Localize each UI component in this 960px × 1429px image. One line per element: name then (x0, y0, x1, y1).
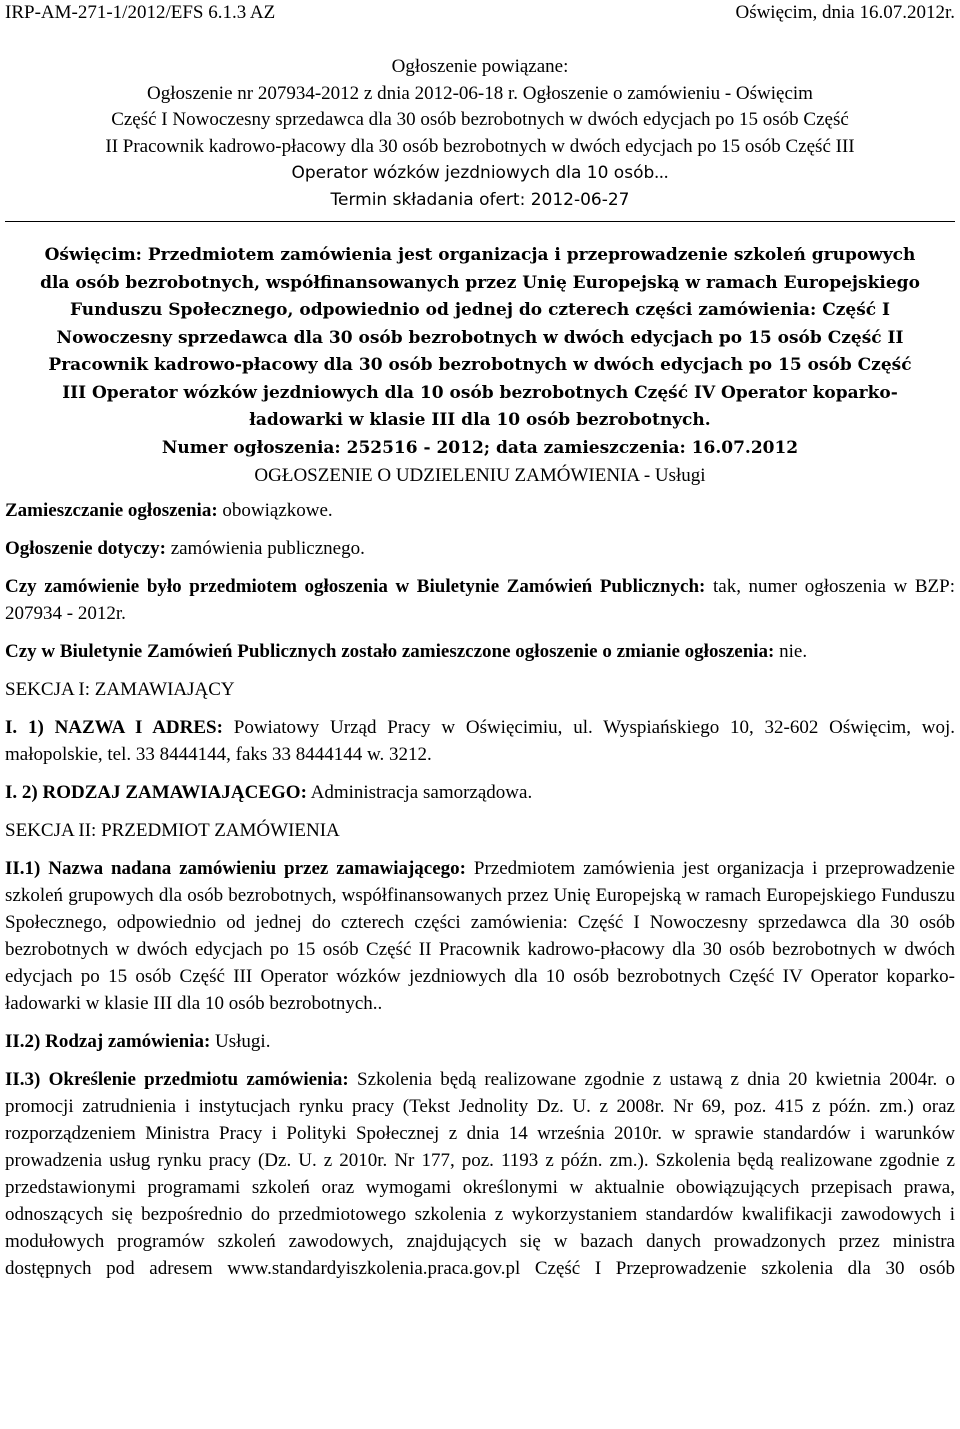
concerns-field (5, 535, 955, 562)
related-label: Ogłoszenie powiązane: (391, 56, 569, 77)
contract-kind-value: Usługi. (215, 1031, 271, 1052)
name-address-field (5, 714, 955, 768)
related-line-4 (5, 160, 955, 187)
notice-type-title: OGŁOSZENIE O UDZIELENIU ZAMÓWIENIA - Usługi (254, 465, 706, 486)
contract-name-field (5, 855, 955, 1017)
related-line: II Pracownik kadrowo-płacowy dla 30 osób bezrobotnych w dwóch edycjach po 15 osób Część III (105, 135, 855, 157)
contract-name-label: II.1) Nazwa nadana zamówieniu przez zamawiającego: (5, 858, 467, 879)
contracting-type-value: Administracja samorządowa. (310, 782, 533, 803)
contract-kind-field (5, 1028, 955, 1055)
intro-line: ładowarki w klasie III dla 10 osób bezrobotnych. (249, 410, 711, 430)
placement-field (5, 497, 955, 524)
contract-name-value: Przedmiotem zamówienia jest organizacja i przeprowadzenie szkoleń grupowych dla osób bezrobotnych, współfinansowanych przez Unię Europejską w ramach Europejskiego Funduszu Społecznego, odpowiednio od jednej do czterech części zamówienia: Część I Nowoczesny sprzedawca dla 30 osób bezrobotnych w dwóch edycjach po 15 osób Część II Pracownik kadrowo-płacowy dla 30 osób bezrobotnych w dwóch edycjach po 15 osób Część III Operator wózków jezdniowych dla 10 osób bezrobotnych Część IV Operator koparko-ładowarki w klasie III dla 10 osób bezrobotnych.. (5, 858, 955, 1014)
placement-label: Zamieszczanie ogłoszenia: (5, 500, 218, 521)
related-notice (5, 54, 955, 213)
intro-line: Nowoczesny sprzedawca dla 30 osób bezrobotnych w dwóch edycjach po 15 osób Część II (56, 327, 904, 348)
bzp-label: Czy zamówienie było przedmiotem ogłoszenia w Biuletynie Zamówień Publicznych: (5, 576, 706, 597)
contract-subject-label: II.3) Określenie przedmiotu zamówienia: (5, 1069, 349, 1090)
name-address-label: I. 1) NAZWA I ADRES: (5, 717, 223, 738)
notice-intro (5, 242, 955, 462)
intro-line: III Operator wózków jezdniowych dla 10 osób bezrobotnych Część IV Operator koparko- (62, 382, 898, 403)
concerns-label: Ogłoszenie dotyczy: (5, 538, 166, 559)
section-2-heading: SEKCJA II: PRZEDMIOT ZAMÓWIENIA (5, 820, 340, 841)
document-header (5, 0, 955, 26)
placement-value: obowiązkowe. (222, 500, 333, 521)
section-1-heading: SEKCJA I: ZAMAWIAJĄCY (5, 679, 235, 700)
bzp-value: tak, numer ogłoszenia w BZP: 207934 - 2012r. (5, 576, 955, 624)
intro-line: Oświęcim: Przedmiotem zamówienia jest organizacja i przeprowadzenie szkoleń grupowych (44, 245, 916, 265)
contracting-type-label: I. 2) RODZAJ ZAMAWIAJĄCEGO: (5, 782, 307, 803)
contract-kind-label: II.2) Rodzaj zamówienia: (5, 1031, 211, 1052)
name-address-value: Powiatowy Urząd Pracy w Oświęcimiu, ul. Wyspiańskiego 10, 32-602 Oświęcim, woj. małopolskie, tel. 33 8444144, faks 33 8444144 w. 3212. (5, 717, 956, 765)
change-value: nie. (779, 641, 808, 662)
offer-deadline: Termin składania ofert: 2012-06-27 (330, 189, 630, 210)
bzp-field (5, 573, 955, 627)
contract-subject-value: Szkolenia będą realizowane zgodnie z ustawą z dnia 20 kwietnia 2004r. o promocji zatrudnienia i instytucjach rynku pracy (Tekst Jednolity Dz. U. z 2008r. Nr 69, poz. 415 z późn. zm.) oraz rozporządzeniem Ministra Pracy i Polityki Społecznej z dnia 14 września 2010r. w sprawie standardów i warunków prowadzenia usług rynku pracy (Dz. U. z 2010r. Nr 177, poz. 1193 z późn. zm.). Szkolenia będą realizowane zgodnie z przedstawionymi programami szkoleń oraz wymogami określonymi w aktualnie obowiązujących przepisach prawa, odnoszących się bezpośrednio do przedmiotowego szkolenia z wykorzystaniem standardów kwalifikacji zawodowych i modułowych programów szkoleń zawodowych, znajdujących się w bazach danych prowadzonych przez ministra dostępnych pod adresem www.standardyiszkolenia.praca.gov.pl Część I Przeprowadzenie szkolenia dla 30 osób (5, 1069, 956, 1279)
change-field (5, 638, 955, 665)
document-page (5, 0, 955, 1282)
reference-number: IRP-AM-271-1/2012/EFS 6.1.3 AZ (5, 2, 276, 23)
place-and-date: Oświęcim, dnia 16.07.2012r. (735, 2, 955, 23)
intro-line: Funduszu Społecznego, odpowiednio od jednej do czterech części zamówienia: Część I (70, 300, 890, 320)
notice-number: Numer ogłoszenia: 252516 - 2012; data zamieszczenia: 16.07.2012 (161, 437, 799, 458)
related-line-text: Operator wózków jezdniowych dla 10 osób (291, 163, 655, 183)
related-line: Ogłoszenie nr 207934-2012 z dnia 2012-06-18 r. Ogłoszenie o zamówieniu - Oświęcim (147, 82, 813, 104)
change-label: Czy w Biuletynie Zamówień Publicznych zostało zamieszczone ogłoszenie o zmianie ogłoszenia: (5, 641, 775, 662)
contracting-type-field (5, 779, 955, 806)
related-line: Część I Nowoczesny sprzedawca dla 30 osób bezrobotnych w dwóch edycjach po 15 osób Część (111, 109, 849, 130)
related-ellipsis: ... (654, 162, 669, 183)
contract-subject-field (5, 1066, 955, 1282)
intro-line: dla osób bezrobotnych, współfinansowanych przez Unię Europejską w ramach Europejskiego (40, 272, 920, 293)
divider-line (5, 221, 955, 222)
concerns-value: zamówienia publicznego. (170, 538, 365, 559)
intro-line: Pracownik kadrowo-płacowy dla 30 osób bezrobotnych w dwóch edycjach po 15 osób Część (48, 355, 912, 375)
